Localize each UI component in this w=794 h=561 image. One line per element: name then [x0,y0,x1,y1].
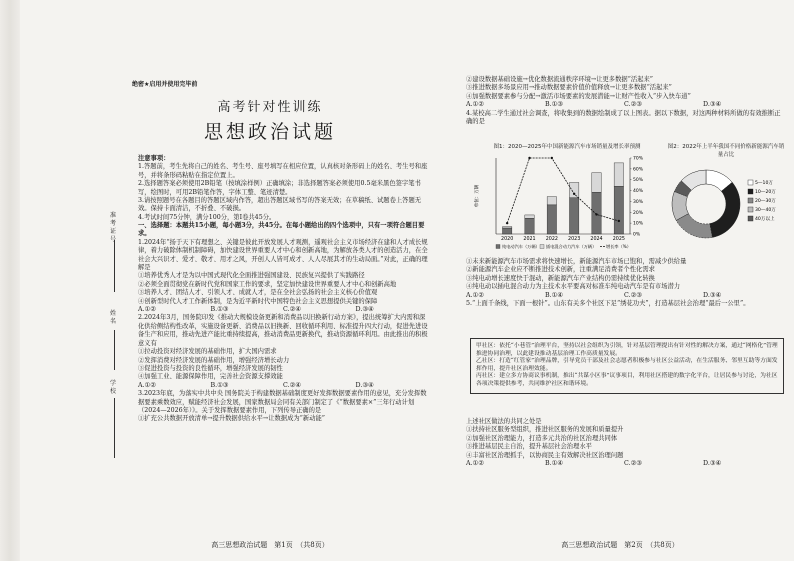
note-item: 1.答题前，考生先将自己的姓名、考生号、座号填写在相应位置，认真核对条形码上的姓名、考生号和座号，并将条形码粘贴在指定位置上。 [138,163,428,179]
material-paragraph: 甲社区：依托“小巷管”治理平台，坚持以社会组织为引领，针对基层管理提出有针对性的解决方案，通过“网格化”管理推进协同治理，以此建设推动基层治理工作高质量发展。 [476,343,778,357]
q5-option: ③推进基层民主自治，提升基层社会治理水平 [466,443,592,451]
note-item: 2.选择题答案必须使用2B铅笔（按填涂样例）正确填涂；非选择题答案必须使用0.5毫米黑色签字笔书写，绘图时，可用2B铅笔作答，字体工整、笔迹清楚。 [138,180,421,196]
choice-b[interactable]: B.①④ [545,460,563,468]
x-tick-label: 2023 [568,237,581,242]
choice-c[interactable]: C.②③ [624,291,642,299]
y2-tick-label: 40% [633,189,644,195]
bar-bev [502,228,511,234]
legend-swatch [748,207,753,212]
q1-option: ③培养人才、团结人才、引领人才、成就人才，是在全社会弘扬的社会主义核心价值观 [138,289,378,297]
y2-tick-label: 50% [633,178,644,184]
y-axis-label: 单位：万辆 [475,184,480,208]
q5-options-block [466,418,782,468]
bar-bev [525,218,534,234]
legend-swatch [748,216,753,221]
q3-option: ①扩充公共数据开放清单→提升数据供给水平→让数据成为“新动能” [138,415,326,423]
legend-label: 纯电动汽车（万辆） [502,244,540,249]
choice-d[interactable]: D.③④ [703,101,722,109]
choice-a[interactable]: A.①② [466,460,484,468]
y2-tick-label: 60% [633,167,644,173]
y2-tick-label: 20% [633,210,644,216]
bar-phev [569,182,578,197]
page-footer: 高三思想政治试题 第1页 （共8页） [211,541,329,549]
q1-option: ①培养优秀人才是为以中国式现代化全面推进强国建设、民族复兴提供了实践路径 [138,272,365,280]
growth-rate-point [618,220,620,222]
exam-title: 思想政治试题 [203,121,336,143]
x-tick-label: 2025 [612,237,625,242]
y2-tick-label: 10% [633,221,644,227]
growth-rate-point [551,157,553,159]
q2-option: ③促进投资与投资的良性循环，增强经济发展的韧性 [138,364,283,372]
y2-tick-label: 0% [633,232,641,238]
legend-swatch [748,189,753,194]
choice-a[interactable]: A.①② [138,381,156,389]
choice-d[interactable]: D.③④ [355,306,374,314]
material-paragraph: 乙社区：打造“红管家”治理品牌，引导党员干部及社会志愿者积极参与社区公益活动，在生活服务、邻里互助等方面发挥作用，提升社区治理效能。 [476,358,778,372]
q4-option: ②新能源汽车企业应不断推进技术创新，注重满足消费者个性化需求 [466,266,655,274]
legend-label: 40万以上 [755,217,775,222]
q3-choices [466,101,782,109]
q1-option: ②必须全面贯彻党在新时代党和国家工作的要求，坚定加快建设世界重要人才中心和创新高地 [138,280,397,288]
side-label-exam-number: 准考证号 [110,212,117,243]
choice-b[interactable]: B.①③ [210,381,229,389]
notes-title: 注意事项： [138,155,170,162]
bar-bev [614,186,623,234]
q3-continued [466,76,782,126]
side-label-school: 学校 [110,380,117,395]
growth-rate-line [507,158,619,223]
note-item: 4.考试时间75分钟，满分100分，第Ⅰ卷共45分。 [138,213,276,221]
question-5: 5.“上面千条线，下面一根针”。山东有关多个社区下足“绣花功夫”，打造基层社会治理“最后一公里”。 [466,300,750,308]
legend-swatch [748,180,753,185]
choice-c[interactable]: C.②③ [624,101,642,109]
question-2: 2.2024年3月，国务院印发《推动大规模设备更新和消费品以旧换新行动方案》，提出统筹扩大内需和深化供给侧结构性改革，实施设备更新、消费品以旧换新、回收循环利用、标准提升四大行动，促进先进设备生产和应用，推动先进产能比重持续提高，推动消费品更新换代，推动资源循环利用。由此推出的积极意义有 [138,314,428,347]
choice-b[interactable]: B.①③ [545,101,563,109]
chart2-caption: 图2：2022年上半年我国不同价格新能源汽车销量占比 [667,144,785,158]
choice-c[interactable]: C.②④ [283,381,301,389]
q5-option: ④丰富社区治理抓手，以协商民主有效解决社区治理问题 [466,451,624,459]
q4-option: ①未来新能源汽车市场需求将快速增长，新能源汽车市场已饱和，需减少供给量 [466,258,687,265]
growth-rate-point [506,222,508,224]
side-line [114,330,115,370]
choice-a[interactable]: A.①② [466,291,484,299]
side-line [114,240,115,292]
page-footer: 高三思想政治试题 第2页 （共8页） [561,541,679,549]
legend-swatch [496,245,500,249]
q5-option: ②加强社区治理能力，打造多元共治的社区治理共同体 [466,434,618,442]
chart1-caption: 图1：2020—2025年中国新能源汽车市场销量及增长率预测 [493,144,641,150]
legend-label: 插电混合动力汽车（万辆） [546,244,597,249]
q3-option: ③推进数据多场景应用→推动数据要素价值价值释放→让更多数据“活起来” [466,84,672,92]
price-share-donut-chart [666,158,786,254]
choice-c[interactable]: C.②④ [283,306,301,314]
side-label-name: 姓名 [110,310,117,325]
note-item: 3.请按照题号在各题目的答题区域内作答，超出答题区域书写的答案无效；在草稿纸、试题卷上答题无效。保持卡面清洁，不折叠、不破损。 [138,197,422,213]
q2-option: ②发挥消费对经济发展的基础作用，增强经济增长动力 [138,356,290,364]
bar-phev [614,163,623,186]
question-4: 4.某校高二学生通过社会调查，将收集到的数据绘制成了以上图表。据以下数据，对这两种材料所做的有效推断正确的是 [466,109,781,126]
legend-label: 20—30万 [755,199,776,204]
y2-tick-label: 30% [633,199,644,205]
q5-option: ①扶持社区服务型组织，推进社区服务的发展和质量提升 [466,426,624,434]
exam-subtitle: 高考针对性训练 [217,100,323,115]
legend-label: 30—40万 [755,208,776,213]
sales-bar-chart [472,152,662,256]
x-tick-label: 2022 [545,237,558,242]
chart2-title [666,142,786,158]
pie-slice [710,182,740,237]
q5-prompt: 上述社区做法的共同之处是 [466,418,542,425]
choice-d[interactable]: D.③④ [703,291,722,299]
growth-rate-point [573,193,575,195]
q3-option: ④加强数据要素参与分配→激活市场要素的发展潜能→让财产性收入“步入快车道” [466,92,691,100]
question-3: 3.2023年底，为落实中共中央 国务院关于构建数据基础制度更好发挥数据要素作用的意见，充分发挥数据要素乘数效应，赋能经济社会发展，国家数据局会同有关部门制定了《“数据要素×”三年行动计划（2024—2026年）》。关于发挥数据要素作用，下列传导正确的是 [138,390,427,414]
bar-bev [592,192,601,234]
x-tick-label: 2021 [523,237,536,242]
legend-label: 增长率（%） [606,244,631,249]
growth-rate-point [528,157,530,159]
legend-swatch [540,245,544,249]
choice-a[interactable]: A.①② [466,101,484,109]
confidential-seal: 绝密★启用并使用完毕前 [132,81,198,88]
growth-rate-point [595,213,597,215]
bar-bev [547,205,556,234]
q3-option: ②建设数据基础设施→优化数据流通秩序环境→让更多数据“活起来” [466,76,654,83]
q4-options-block [466,258,782,308]
page-2 [450,0,794,561]
bar-phev [547,197,556,205]
q2-option: ④加强工业、能源保障作用，完善社会资源支撑效能 [138,373,283,381]
choice-b[interactable]: B.①④ [545,291,563,299]
q5-choices [466,460,782,468]
x-tick-label: 2020 [501,237,514,242]
section-heading: 一、选择题：本题共15小题，每小题3分，共45分。在每小题给出的四个选项中，只有一项符合题目要求。 [138,222,425,238]
legend-swatch [748,198,753,203]
choice-a[interactable]: A.①② [138,306,156,314]
side-line [114,398,115,458]
legend-label: 10—20万 [755,190,776,195]
bar-phev [525,215,534,218]
bar-bev [569,198,578,234]
q2-choices [138,382,428,390]
legend-label: 5—10万 [755,181,773,186]
chart1-title [472,142,662,150]
choice-d[interactable]: D.③④ [703,460,722,468]
question-1: 1.2024年“扬于天下有理想之、关键是彼此开放发展人才观测，遥观社会主义市场经济在建和人才成长规律，着力破除体制机制障碍，加快建设世界重要人才中心和创新高地，为解放各类人才的创造活力，在全社会大兴识才、爱才、敬才、用才之风，开创人人皆可成才、人人尽展其才的生动局面。”对此，正确的理解是 [138,238,428,272]
q4-option: ④纯电动以插电混合动力为主技术水平要高对标准车纯电动汽车是有市场潜力 [466,283,681,291]
y2-tick-label: 70% [633,156,644,162]
q1-option: ④创新型时代人才工作新体制，是为近平新时代中国特色社会主义思想提供关键的保障 [138,297,378,305]
choice-c[interactable]: C.②③ [624,460,642,468]
material-box [470,338,784,394]
choice-d[interactable]: D.③④ [355,381,374,389]
instructions [138,155,428,222]
q4-choices [466,292,782,300]
x-tick-label: 2024 [590,237,603,242]
q4-option: ③纯电动增长速度快于混动，新能源汽车产业结构仍需持续优化转换 [466,274,655,282]
bar-phev [592,173,601,193]
bar-phev [502,227,511,228]
question-block [138,222,428,424]
choice-b[interactable]: B.①③ [210,306,229,314]
material-paragraph: 丙社区：建立多方协商议事机制，推出“共谋小区事”议事项目，利用社区搭建的数字化平台，让居民参与讨论，为社区各项决策提供参考，共同维护社区和谐环境。 [476,373,778,387]
q2-option: ①拉动投资对经济发展的基础作用，扩大国内需求 [138,348,277,356]
